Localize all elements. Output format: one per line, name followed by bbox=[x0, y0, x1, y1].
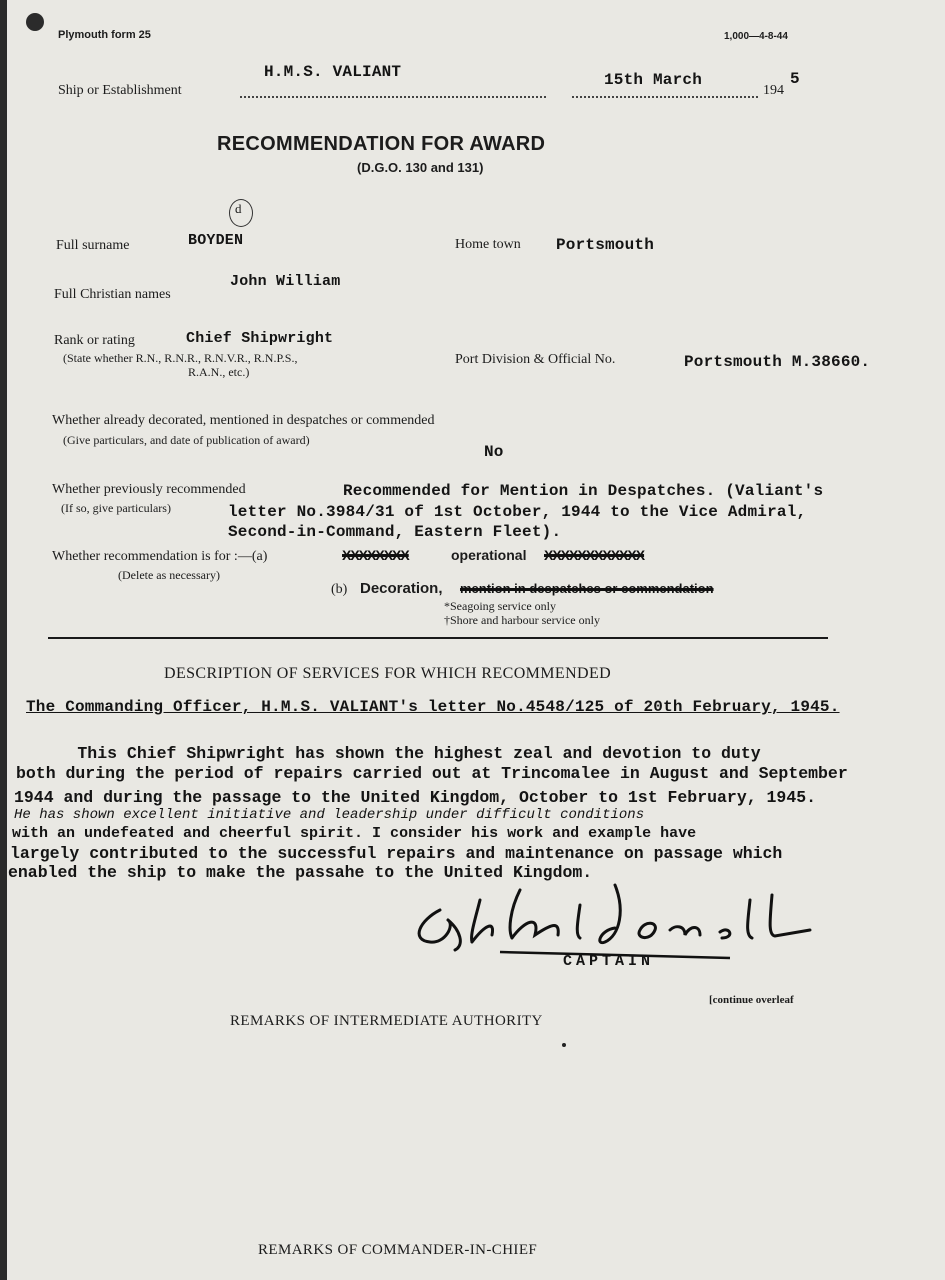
previously-recommended-line: letter No.3984/31 of 1st October, 1944 to the Vice Admiral, bbox=[228, 503, 807, 521]
ship-value: H.M.S. VALIANT bbox=[264, 63, 402, 81]
remarks-intermediate-heading: REMARKS OF INTERMEDIATE AUTHORITY bbox=[230, 1013, 543, 1029]
remarks-cinc-heading: REMARKS OF COMMANDER-IN-CHIEF bbox=[258, 1242, 538, 1258]
body-line: He has shown excellent initiative and leadership under difficult conditions bbox=[14, 807, 645, 823]
ink-dot bbox=[562, 1043, 566, 1047]
recommendation-type-hint: (Delete as necessary) bbox=[118, 568, 220, 582]
body-line: largely contributed to the successful repairs and maintenance on passage which bbox=[10, 844, 783, 863]
christian-names-label: Full Christian names bbox=[54, 287, 171, 302]
print-code: 1,000—4-8-44 bbox=[724, 31, 788, 42]
rank-hint-cont: R.A.N., etc.) bbox=[188, 365, 250, 379]
ship-label: Ship or Establishment bbox=[58, 83, 182, 98]
surname-value: BOYDEN bbox=[188, 232, 244, 249]
option-operational: operational bbox=[451, 547, 527, 563]
captain-signature bbox=[400, 880, 820, 960]
body-line: This Chief Shipwright has shown the highest zeal and devotion to duty bbox=[18, 744, 761, 763]
form-heading: RECOMMENDATION FOR AWARD bbox=[217, 133, 546, 155]
footnote-shore: †Shore and harbour service only bbox=[444, 613, 600, 627]
rank-hint: (State whether R.N., R.N.R., R.N.V.R., R.N.P.S., bbox=[63, 351, 298, 365]
surname-label: Full surname bbox=[56, 238, 130, 253]
hometown-value: Portsmouth bbox=[556, 236, 655, 254]
punch-hole bbox=[26, 13, 44, 31]
hometown-label: Home town bbox=[455, 237, 521, 252]
rank-label: Rank or rating bbox=[54, 333, 135, 348]
recommendation-type-label: Whether recommendation is for :—(a) bbox=[52, 549, 268, 564]
description-heading: DESCRIPTION OF SERVICES FOR WHICH RECOMMENDED bbox=[164, 665, 612, 682]
left-page-edge bbox=[0, 0, 7, 1280]
date-dotted-line bbox=[572, 96, 758, 98]
body-line: with an undefeated and cheerful spirit. I consider his work and example have bbox=[12, 825, 697, 842]
option-b-marker: (b) bbox=[331, 582, 348, 597]
port-division-value: Portsmouth M.38660. bbox=[684, 353, 871, 371]
footnote-seagoing: *Seagoing service only bbox=[444, 599, 556, 613]
continue-note: [continue overleaf bbox=[709, 994, 794, 1006]
section-divider bbox=[48, 637, 828, 639]
reference-line: The Commanding Officer, H.M.S. VALIANT's letter No.4548/125 of 20th February, 1945. bbox=[26, 698, 840, 716]
previously-recommended-line: Recommended for Mention in Despatches. (Valiant's bbox=[343, 482, 824, 500]
christian-names-value: John William bbox=[230, 273, 341, 290]
option-decoration: Decoration, bbox=[360, 580, 443, 597]
decorated-label: Whether already decorated, mentioned in despatches or commended bbox=[52, 413, 435, 428]
struck-option: XXXXXXXX bbox=[342, 547, 409, 563]
body-line: enabled the ship to make the passahe to the United Kingdom. bbox=[8, 863, 593, 882]
signature-title: CAPTAIN bbox=[563, 953, 655, 970]
previously-recommended-label: Whether previously recommended bbox=[52, 482, 246, 497]
body-line: both during the period of repairs carried out at Trincomalee in August and September bbox=[16, 764, 848, 783]
body-line: 1944 and during the passage to the United Kingdom, October to 1st February, 1945. bbox=[14, 788, 817, 807]
port-division-label: Port Division & Official No. bbox=[455, 352, 616, 367]
previously-recommended-hint: (If so, give particulars) bbox=[61, 501, 171, 515]
previously-recommended-line: Second-in-Command, Eastern Fleet). bbox=[228, 523, 562, 541]
struck-option: mention in despatches or commendation bbox=[460, 581, 714, 596]
year-prefix: 194 bbox=[763, 83, 784, 98]
struck-option: XXXXXXXXXXXX bbox=[544, 547, 645, 563]
decorated-value: No bbox=[484, 443, 504, 461]
ship-dotted-line bbox=[240, 96, 546, 98]
decorated-hint: (Give particulars, and date of publication of award) bbox=[63, 433, 310, 447]
margin-mark-letter: d bbox=[235, 201, 242, 216]
form-id: Plymouth form 25 bbox=[58, 29, 151, 41]
date-value: 15th March bbox=[604, 71, 703, 89]
year-digit: 5 bbox=[790, 70, 800, 88]
rank-value: Chief Shipwright bbox=[186, 330, 334, 347]
form-subheading: (D.G.O. 130 and 131) bbox=[357, 160, 484, 175]
